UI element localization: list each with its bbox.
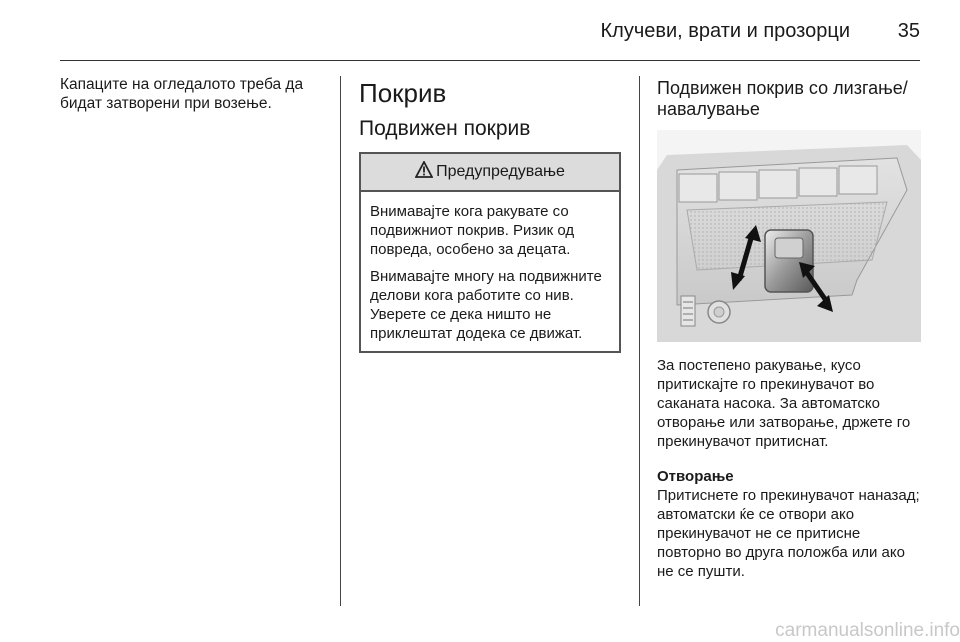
column-1 <box>60 75 330 113</box>
watermark: carmanualsonline.info <box>775 620 960 641</box>
slide-tilt-title: Подвижен покрив со лизгање/навалување <box>657 78 908 119</box>
page-number: 35 <box>897 20 920 42</box>
warning-header <box>361 154 619 192</box>
warning-triangle-icon <box>415 161 433 183</box>
column-divider-right <box>639 76 640 606</box>
warning-box <box>359 152 621 353</box>
mirror-note: Капаците на огледалото треба да бидат затворени при возење. <box>60 76 304 112</box>
warning-paragraph: Внимавајте многу на подвижните делови кога работите со нив. Уверете се дека ништо не приклештат додека се движат. <box>370 268 602 342</box>
warning-body <box>361 192 619 351</box>
column-3 <box>657 78 921 581</box>
operation-intro: За постепено ракување, кусо притискајте го прекинувачот во саканата насока. За автоматско отворање или затворање, држете го прекинувачот притиснат. <box>657 357 911 450</box>
column-2 <box>359 78 623 353</box>
header-title: Клучеви, врати и прозорци <box>600 20 850 42</box>
warning-title: Предупредување <box>436 163 565 180</box>
opening-text: Притиснете го прекинувачот наназад; автоматски ќе се отвори ако прекинувачот не се притисне повторно во друга положба или ако не се пушти. <box>657 487 920 580</box>
warning-paragraph: Внимавајте кога ракувате со подвижниот покрив. Ризик од повреда, особено за децата. <box>370 203 575 258</box>
header-rule <box>60 60 920 61</box>
subsection-title: Подвижен покрив <box>359 117 531 140</box>
section-title: Покрив <box>359 78 447 108</box>
roof-switch-illustration <box>657 130 921 342</box>
column-divider-left <box>340 76 341 606</box>
opening-heading: Отворање <box>657 468 734 485</box>
